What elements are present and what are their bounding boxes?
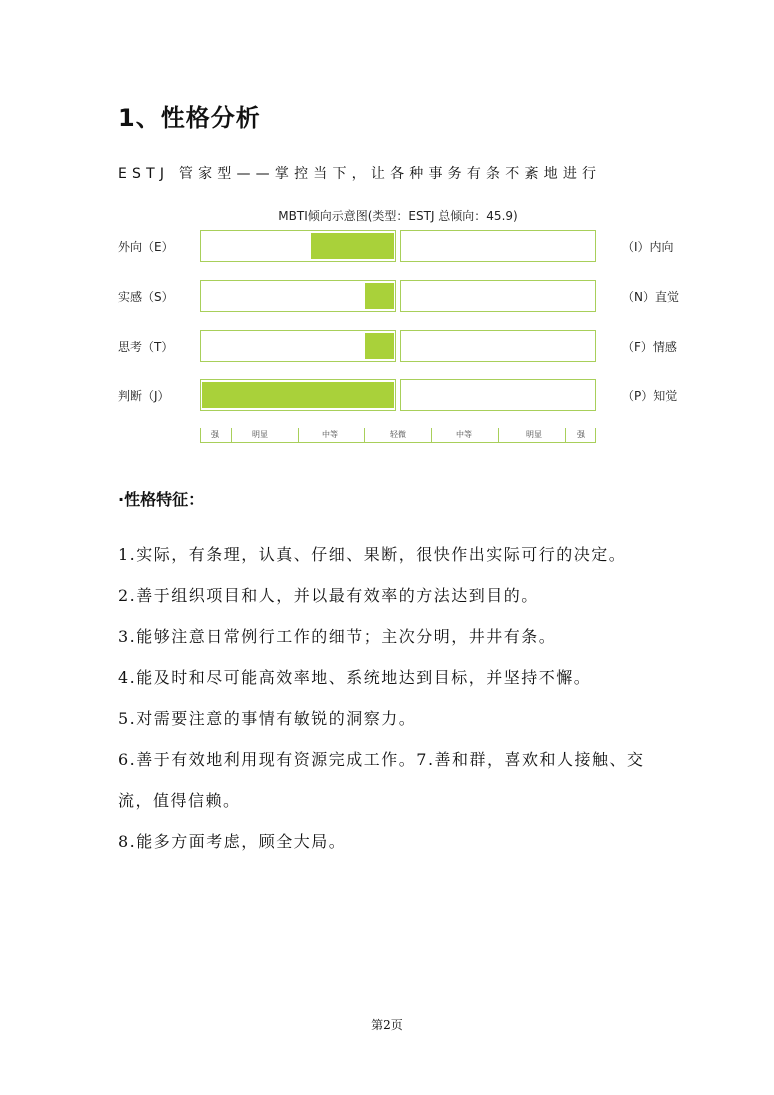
- trait-line: 流，值得信赖。: [118, 791, 241, 810]
- strength-bar: [311, 233, 394, 259]
- scale-tick: [431, 428, 432, 442]
- right-trait-label: （P）知觉: [622, 389, 678, 403]
- left-bar-track: [200, 280, 396, 312]
- strength-bar: [365, 333, 394, 359]
- chart-title: MBTI倾向示意图(类型：ESTJ 总倾向：45.9): [278, 209, 518, 223]
- trait-line: 8.能多方面考虑，顾全大局。: [118, 832, 347, 851]
- scale-label: 明显: [526, 430, 542, 439]
- scale-label: 明显: [252, 430, 268, 439]
- scale-tick: [565, 428, 566, 442]
- scale-tick: [595, 428, 596, 442]
- scale-tick: [498, 428, 499, 442]
- strength-bar: [202, 382, 394, 408]
- trait-line: 6.善于有效地利用现有资源完成工作。7.善和群，喜欢和人接触、交: [118, 750, 645, 769]
- strength-scale: [200, 428, 596, 443]
- left-trait-label: 外向（E）: [118, 240, 174, 254]
- page-number: 第2页: [371, 1018, 403, 1032]
- left-trait-label: 判断（J）: [118, 389, 170, 403]
- trait-line: 5.对需要注意的事情有敏锐的洞察力。: [118, 709, 417, 728]
- scale-label: 轻微: [390, 430, 406, 439]
- page-heading: 1、性格分析: [118, 104, 261, 132]
- trait-line: 4.能及时和尽可能高效率地、系统地达到目标，并坚持不懈。: [118, 668, 592, 687]
- chart-row-jp: [0, 379, 774, 413]
- left-bar-track: [200, 379, 396, 411]
- type-subtitle: ESTJ 管家型——掌控当下，让各种事务有条不紊地进行: [118, 166, 602, 182]
- chart-row-sn: [0, 280, 774, 314]
- right-bar-track: [400, 230, 596, 262]
- right-bar-track: [400, 330, 596, 362]
- scale-label: 强: [577, 430, 585, 439]
- trait-line: 3.能够注意日常例行工作的细节；主次分明，井井有条。: [118, 627, 557, 646]
- left-bar-track: [200, 330, 396, 362]
- scale-label: 中等: [456, 430, 472, 439]
- scale-label: 强: [211, 430, 219, 439]
- section-title: ·性格特征：: [118, 490, 205, 509]
- left-trait-label: 实感（S）: [118, 290, 174, 304]
- scale-tick: [298, 428, 299, 442]
- right-trait-label: （I）内向: [622, 240, 674, 254]
- trait-line: 1.实际，有条理，认真、仔细、果断，很快作出实际可行的决定。: [118, 545, 627, 564]
- left-trait-label: 思考（T）: [118, 340, 174, 354]
- chart-row-tf: [0, 330, 774, 364]
- right-bar-track: [400, 280, 596, 312]
- right-trait-label: （N）直觉: [622, 290, 679, 304]
- right-bar-track: [400, 379, 596, 411]
- right-trait-label: （F）情感: [622, 340, 677, 354]
- scale-label: 中等: [322, 430, 338, 439]
- trait-line: 2.善于组织项目和人，并以最有效率的方法达到目的。: [118, 586, 539, 605]
- left-bar-track: [200, 230, 396, 262]
- chart-row-ei: [0, 230, 774, 264]
- scale-tick: [200, 428, 201, 442]
- scale-tick: [364, 428, 365, 442]
- strength-bar: [365, 283, 394, 309]
- scale-tick: [231, 428, 232, 442]
